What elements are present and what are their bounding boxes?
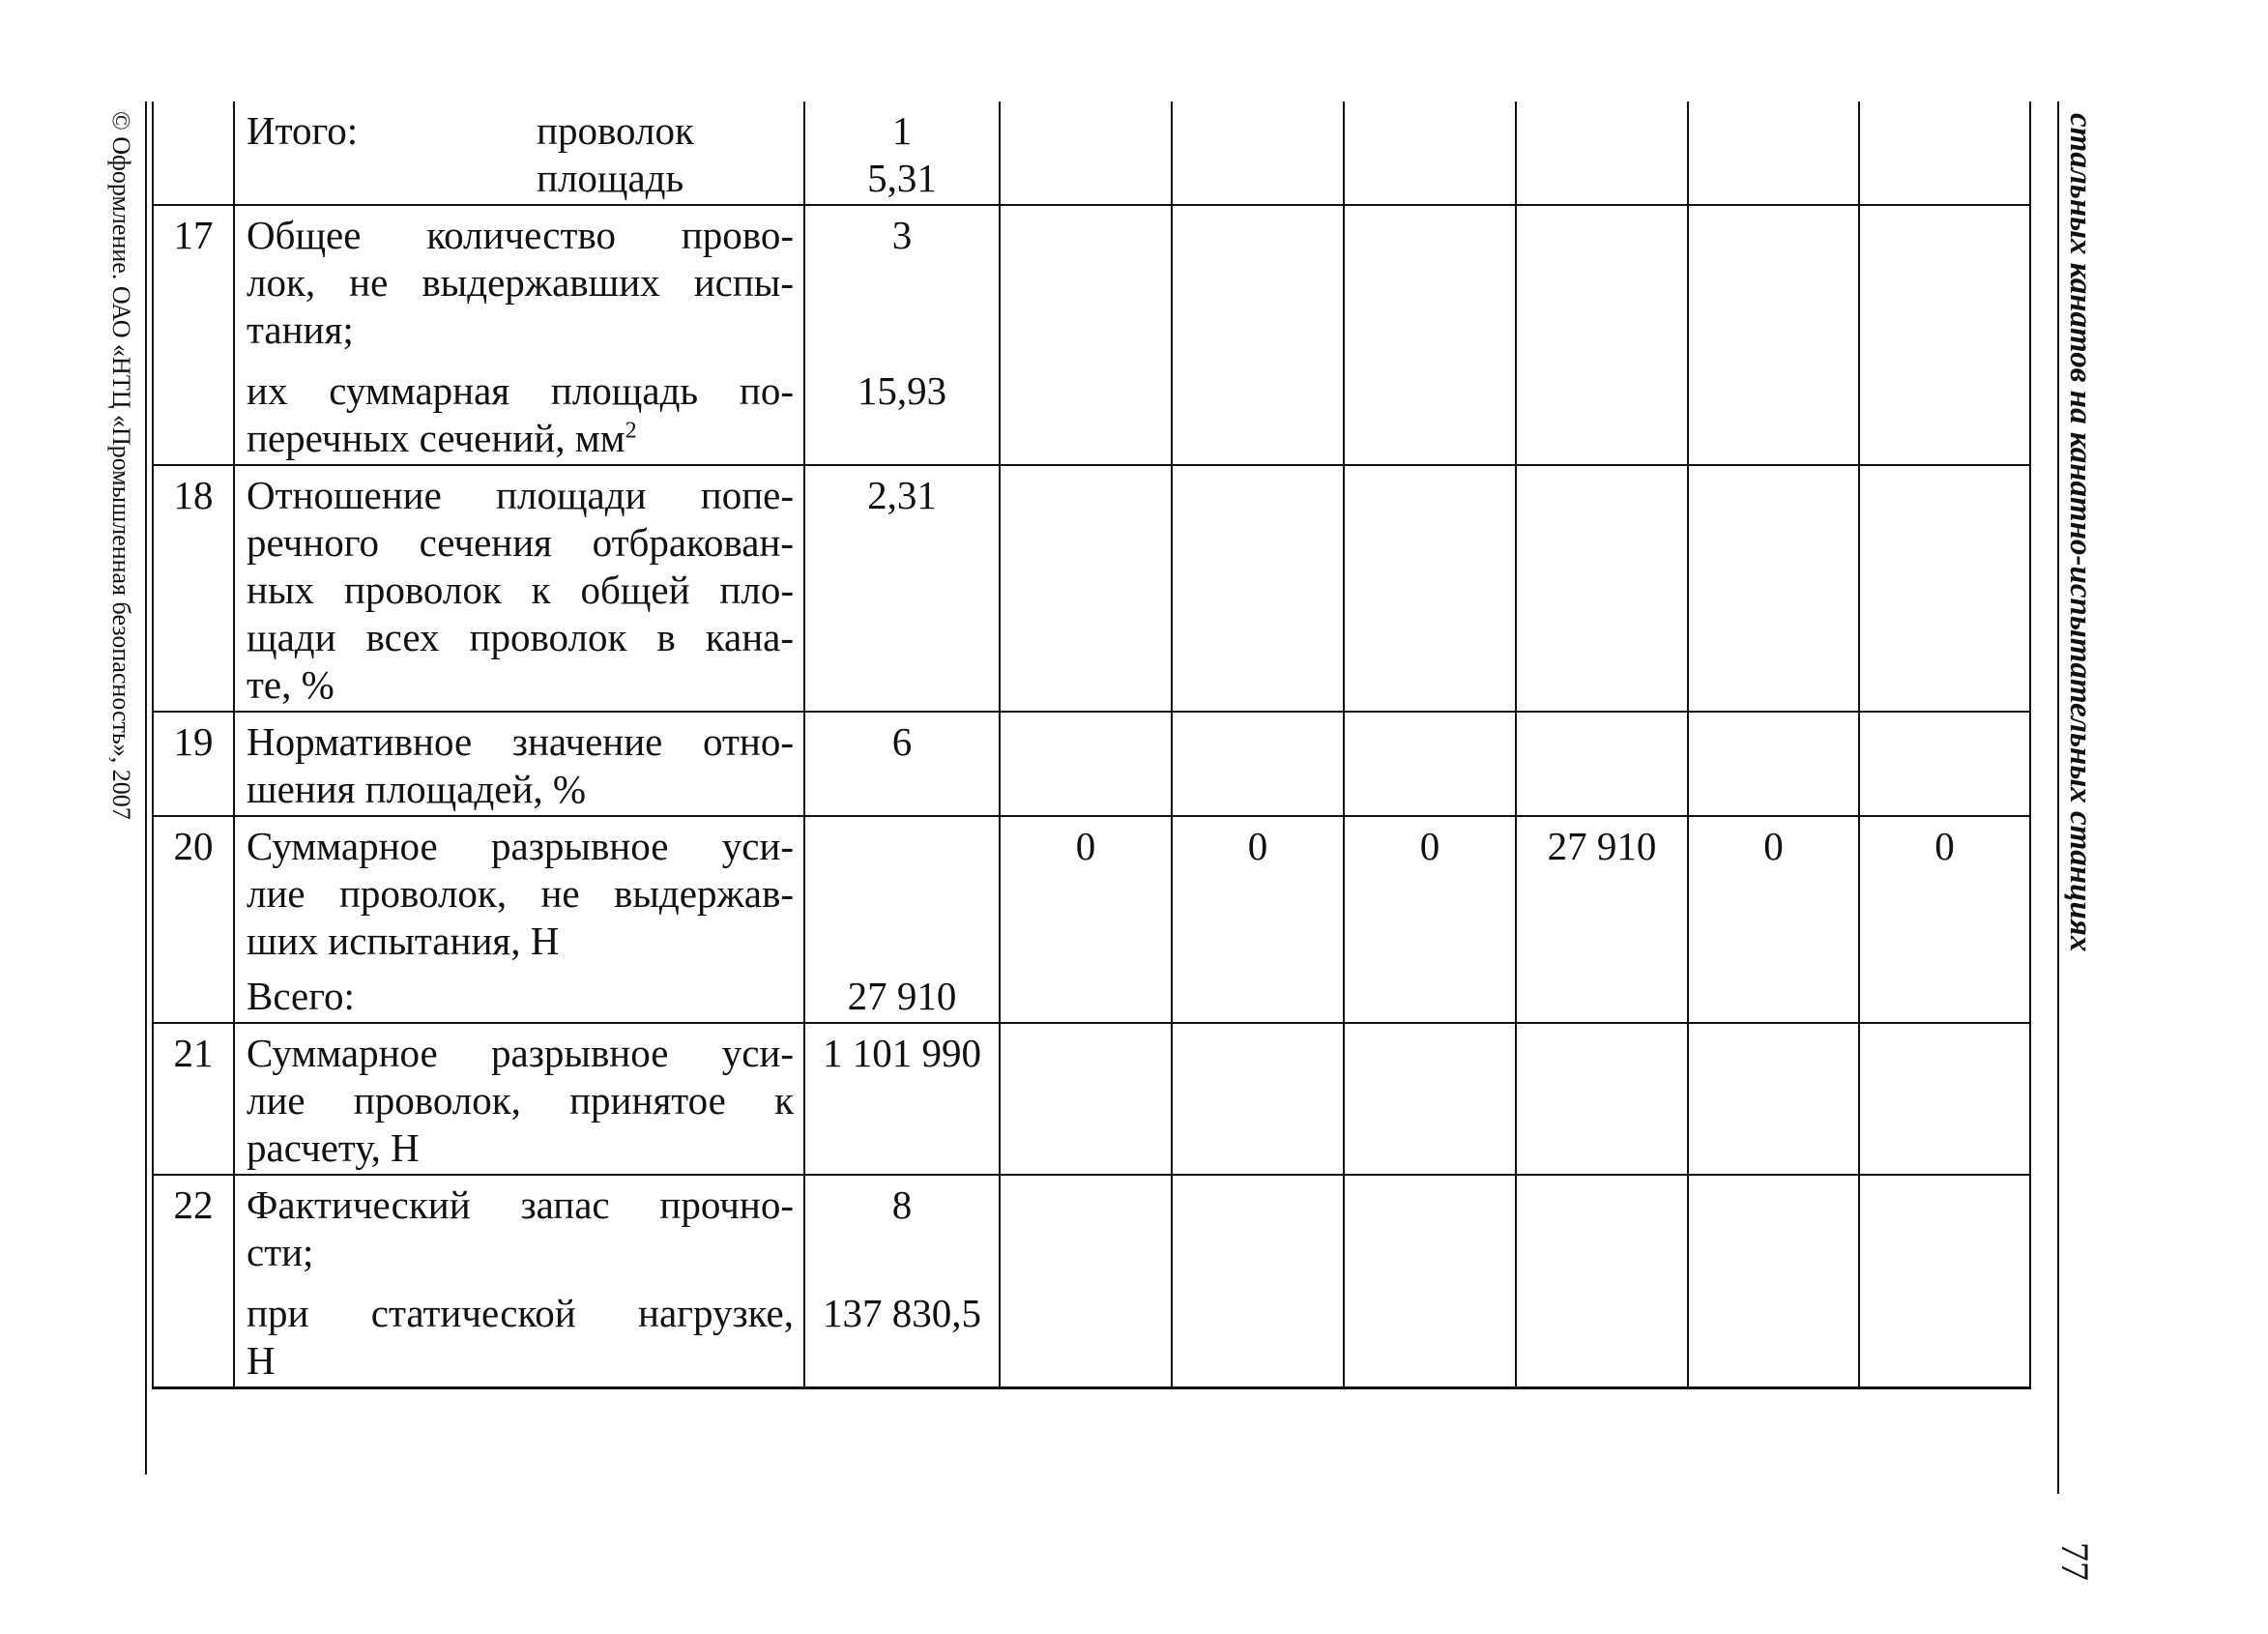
itogo-label: Итого: [247, 108, 359, 153]
column-cell [1688, 205, 1859, 465]
table-row-19 [153, 712, 2030, 816]
column-cell [1344, 1023, 1516, 1175]
row-description [234, 712, 804, 816]
column-cell [1516, 1175, 1688, 1388]
column-cell [1688, 1175, 1859, 1388]
table-row-22 [153, 1175, 2030, 1388]
column-cell [1516, 102, 1688, 205]
column-cell: 27 910 [1516, 816, 1688, 1023]
column-cell [1516, 1023, 1688, 1175]
column-cell [1516, 712, 1688, 816]
column-cell [1516, 205, 1688, 465]
column-cell: 0 [1000, 816, 1172, 1023]
row-description [234, 816, 804, 1023]
column-cell [1859, 465, 2030, 712]
desc-line: их суммарная площадь по- [247, 368, 794, 413]
row-value [804, 712, 1000, 816]
desc-line: при статической нагрузке, [247, 1291, 794, 1335]
column-cell [1000, 1175, 1172, 1388]
desc-line: лок, не выдержавших испы- [247, 260, 794, 305]
column-cell [1859, 1175, 2030, 1388]
itogo-item-area: площадь [537, 156, 684, 200]
row-number: 22 [153, 1175, 234, 1388]
column-cell [1688, 465, 1859, 712]
desc-line: тания; [247, 307, 354, 352]
column-cell [1172, 102, 1344, 205]
row-number: 19 [153, 712, 234, 816]
desc-line: лие проволок, принятое к [247, 1078, 794, 1123]
column-cell [1859, 712, 2030, 816]
column-cell [1000, 1023, 1172, 1175]
copyright-side-note [107, 102, 147, 1474]
running-head [2053, 102, 2098, 1581]
column-cell [1000, 102, 1172, 205]
desc-line: ших испытания, Н [247, 919, 560, 963]
column-cell [1000, 465, 1172, 712]
column-cell [1859, 102, 2030, 205]
value-accepted-force: 1 101 990 [823, 1031, 981, 1075]
column-cell [1516, 465, 1688, 712]
row-number: 18 [153, 465, 234, 712]
row-value [804, 1175, 1000, 1388]
table-row-18 [153, 465, 2030, 712]
value-area: 5,31 [867, 156, 937, 200]
table-row-21 [153, 1023, 2030, 1175]
column-cell [1344, 102, 1516, 205]
desc-line: сти; [247, 1230, 314, 1274]
column-cell: 0 [1344, 816, 1516, 1023]
column-cell [1172, 1023, 1344, 1175]
row-number: 17 [153, 205, 234, 465]
desc-line: перечных сечений, $мм^2$ [247, 416, 637, 460]
table-row-itogo [153, 102, 2030, 205]
column-cell [1000, 205, 1172, 465]
column-cell [1859, 205, 2030, 465]
column-cell [1000, 712, 1172, 816]
column-cell [1344, 1175, 1516, 1388]
desc-line: Нормативное значение отно- [247, 719, 794, 764]
results-table [152, 102, 2031, 1389]
row-description [234, 205, 804, 465]
table-row-20 [153, 816, 2030, 1023]
row-value [804, 205, 1000, 465]
column-cell [1688, 712, 1859, 816]
row-number: 20 [153, 816, 234, 1023]
row-value [804, 102, 1000, 205]
value-total: 27 910 [847, 974, 957, 1018]
desc-line: Н [247, 1338, 276, 1383]
value-area-sum: 15,93 [857, 368, 947, 413]
desc-line: Фактический запас прочно- [247, 1182, 794, 1227]
desc-line: те, % [247, 662, 334, 707]
desc-line: Отношение площади попе- [247, 473, 794, 517]
value-wires: 1 [891, 108, 913, 153]
itogo-item-wires: проволок [537, 108, 694, 153]
desc-line: речного сечения отбракован- [247, 520, 794, 565]
column-cell: 0 [1172, 816, 1344, 1023]
value-normative: 6 [891, 719, 913, 764]
total-label: Всего: [247, 974, 355, 1018]
value-ratio: 2,31 [867, 473, 937, 517]
desc-line: шения площадей, % [247, 767, 587, 811]
column-cell [1344, 465, 1516, 712]
row-description [234, 465, 804, 712]
column-cell [1172, 205, 1344, 465]
column-cell: 0 [1688, 816, 1859, 1023]
desc-line: щади всех проволок в кана- [247, 615, 794, 659]
row-description [234, 102, 804, 205]
row-number [153, 102, 234, 205]
column-cell: 0 [1859, 816, 2030, 1023]
row-description [234, 1023, 804, 1175]
page-number: 77 [2053, 1542, 2097, 1581]
column-cell [1344, 712, 1516, 816]
value-count: 3 [891, 213, 913, 257]
desc-line: расчету, Н [247, 1125, 420, 1170]
superscript: 2 [625, 418, 637, 444]
copyright-text: © Оформление. ОАО «НТЦ «Промышленная безопасность», 2007 [107, 111, 135, 820]
column-cell [1172, 1175, 1344, 1388]
column-cell [1172, 712, 1344, 816]
desc-line: лие проволок, не выдержав- [247, 871, 794, 916]
row-number: 21 [153, 1023, 234, 1175]
desc-line: Общее количество прово- [247, 213, 794, 257]
column-cell [1344, 205, 1516, 465]
row-value [804, 1023, 1000, 1175]
table-row-17 [153, 205, 2030, 465]
desc-line: Суммарное разрывное уси- [247, 1031, 794, 1075]
row-value [804, 465, 1000, 712]
desc-line: ных проволок к общей пло- [247, 568, 794, 612]
row-description [234, 1175, 804, 1388]
column-cell [1172, 465, 1344, 712]
column-cell [1688, 1023, 1859, 1175]
row-value [804, 816, 1000, 1023]
value-safety-factor: 8 [891, 1182, 913, 1227]
desc-line: Суммарное разрывное уси- [247, 824, 794, 868]
value-static-load: 137 830,5 [823, 1291, 981, 1335]
column-cell [1688, 102, 1859, 205]
column-cell [1859, 1023, 2030, 1175]
running-head-title: стальных канатов на канатно-испытательных станциях [2063, 113, 2098, 952]
